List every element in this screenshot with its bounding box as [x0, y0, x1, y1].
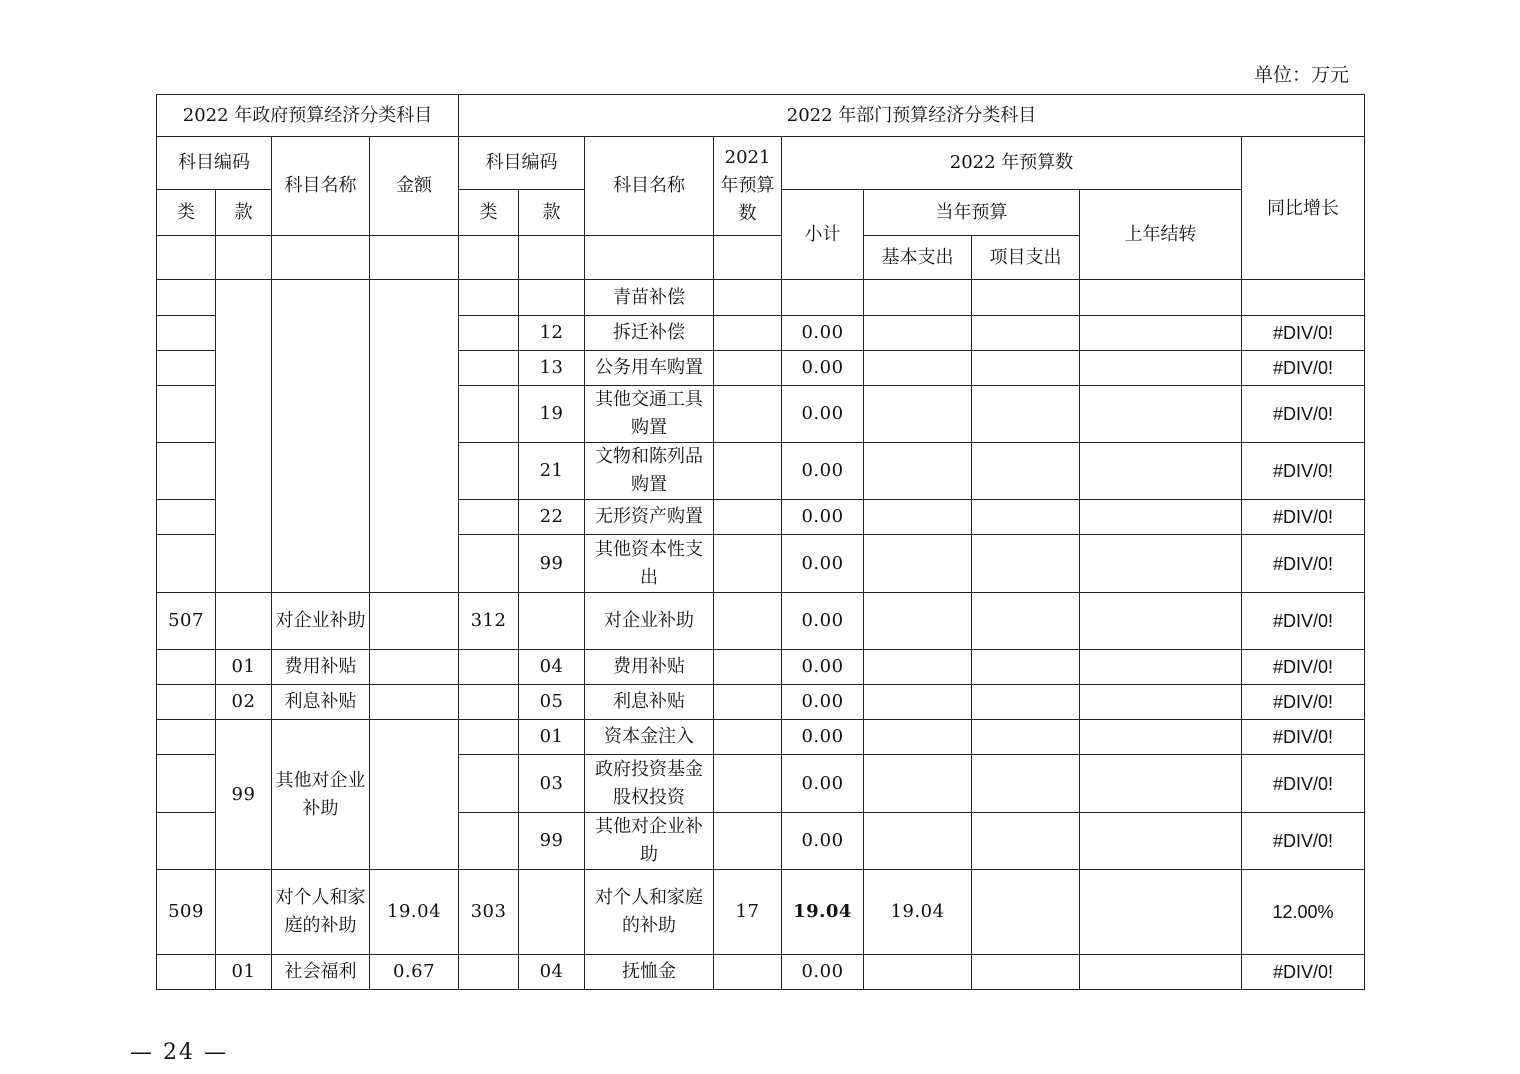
dept-item: 03: [519, 755, 585, 813]
unit-label: 单位：万元: [1254, 64, 1350, 86]
gov-item: 01: [216, 650, 272, 685]
gov-name-header: 科目名称: [272, 137, 370, 236]
prev-year-header: 2021年预算数: [714, 137, 782, 236]
gov-amount-header: 金额: [370, 137, 459, 236]
yoy: #DIV/0!: [1242, 386, 1365, 443]
basic-header: 基本支出: [864, 236, 972, 280]
yoy: #DIV/0!: [1242, 316, 1365, 351]
basic-value: 19.04: [864, 870, 972, 955]
dept-name: 对个人和家庭的补助: [585, 870, 714, 955]
dept-item: 19: [519, 386, 585, 443]
dept-item: 21: [519, 443, 585, 500]
subtotal: 0.00: [782, 500, 864, 535]
yoy: #DIV/0!: [1242, 813, 1365, 870]
table-row: [157, 685, 1365, 720]
gov-class: 509: [157, 870, 216, 955]
gov-item: 01: [216, 955, 272, 990]
yoy: #DIV/0!: [1242, 755, 1365, 813]
dept-name: 其他资本性支出: [585, 535, 714, 593]
gov-name: 对企业补助: [272, 593, 370, 650]
gov-class-header: 类: [157, 190, 216, 236]
gov-amount: 19.04: [370, 870, 459, 955]
gov-item: 02: [216, 685, 272, 720]
dept-item: 04: [519, 650, 585, 685]
subtotal: 0.00: [782, 316, 864, 351]
subtotal: 0.00: [782, 685, 864, 720]
dept-class-header: 类: [459, 190, 519, 236]
subtotal: 0.00: [782, 755, 864, 813]
gov-item: 99: [216, 720, 272, 870]
gov-class: 507: [157, 593, 216, 650]
gov-name: 社会福利: [272, 955, 370, 990]
dept-name: 青苗补偿: [585, 280, 714, 316]
dept-item: 22: [519, 500, 585, 535]
dept-item: 99: [519, 535, 585, 593]
yoy: #DIV/0!: [1242, 955, 1365, 990]
dept-name: 政府投资基金股权投资: [585, 755, 714, 813]
dept-item: 05: [519, 685, 585, 720]
dept-name: 其他交通工具购置: [585, 386, 714, 443]
dept-name: 无形资产购置: [585, 500, 714, 535]
dept-name-header: 科目名称: [585, 137, 714, 236]
table-row: [157, 280, 1365, 316]
gov-name: 费用补贴: [272, 650, 370, 685]
dept-item: 12: [519, 316, 585, 351]
table-row: [157, 650, 1365, 685]
gov-amount: 0.67: [370, 955, 459, 990]
table-row: [157, 720, 1365, 755]
table-row: [157, 955, 1365, 990]
header-row-1: [157, 95, 1365, 137]
gov-name: 对个人和家庭的补助: [272, 870, 370, 955]
dept-code-header: 科目编码: [459, 137, 585, 190]
dept-name: 拆迁补偿: [585, 316, 714, 351]
header-row-2: [157, 137, 1365, 190]
dept-title: 2022 年部门预算经济分类科目: [459, 95, 1365, 137]
project-header: 项目支出: [972, 236, 1080, 280]
yoy: #DIV/0!: [1242, 500, 1365, 535]
dept-item: 13: [519, 351, 585, 386]
dept-name: 对企业补助: [585, 593, 714, 650]
table-row: [157, 593, 1365, 650]
dept-name: 费用补贴: [585, 650, 714, 685]
gov-title: 2022 年政府预算经济分类科目: [157, 95, 459, 137]
subtotal: 0.00: [782, 351, 864, 386]
gov-name: 利息补贴: [272, 685, 370, 720]
dept-item: 04: [519, 955, 585, 990]
dept-name: 文物和陈列品购置: [585, 443, 714, 500]
carryover-header: 上年结转: [1080, 190, 1242, 280]
yoy: #DIV/0!: [1242, 650, 1365, 685]
table-row: [157, 870, 1365, 955]
subtotal-header: 小计: [782, 190, 864, 280]
gov-name: 其他对企业补助: [272, 720, 370, 870]
yoy: #DIV/0!: [1242, 443, 1365, 500]
budget-table: [156, 94, 1365, 990]
dept-name: 资本金注入: [585, 720, 714, 755]
dept-name: 其他对企业补助: [585, 813, 714, 870]
yoy: 12.00%: [1242, 870, 1365, 955]
subtotal: 19.04: [782, 870, 864, 955]
subtotal: 0.00: [782, 813, 864, 870]
subtotal: 0.00: [782, 593, 864, 650]
subtotal: 0.00: [782, 955, 864, 990]
dept-item: 99: [519, 813, 585, 870]
subtotal: 0.00: [782, 443, 864, 500]
page-number: — 24 —: [130, 1040, 228, 1065]
subtotal: 0.00: [782, 720, 864, 755]
dept-item-header: 款: [519, 190, 585, 236]
subtotal: 0.00: [782, 650, 864, 685]
yoy: #DIV/0!: [1242, 720, 1365, 755]
dept-name: 利息补贴: [585, 685, 714, 720]
dept-name: 抚恤金: [585, 955, 714, 990]
dept-name: 公务用车购置: [585, 351, 714, 386]
dept-class: 312: [459, 593, 519, 650]
subtotal: 0.00: [782, 386, 864, 443]
yoy-header: 同比增长: [1242, 137, 1365, 280]
yoy: #DIV/0!: [1242, 351, 1365, 386]
budget-2022-header: 2022 年预算数: [782, 137, 1242, 190]
dept-class: 303: [459, 870, 519, 955]
yoy: #DIV/0!: [1242, 535, 1365, 593]
current-year-header: 当年预算: [864, 190, 1080, 236]
subtotal: 0.00: [782, 535, 864, 593]
yoy: #DIV/0!: [1242, 593, 1365, 650]
gov-item-header: 款: [216, 190, 272, 236]
yoy: #DIV/0!: [1242, 685, 1365, 720]
gov-code-header: 科目编码: [157, 137, 272, 190]
dept-item: 01: [519, 720, 585, 755]
prev-year-value: 17: [714, 870, 782, 955]
